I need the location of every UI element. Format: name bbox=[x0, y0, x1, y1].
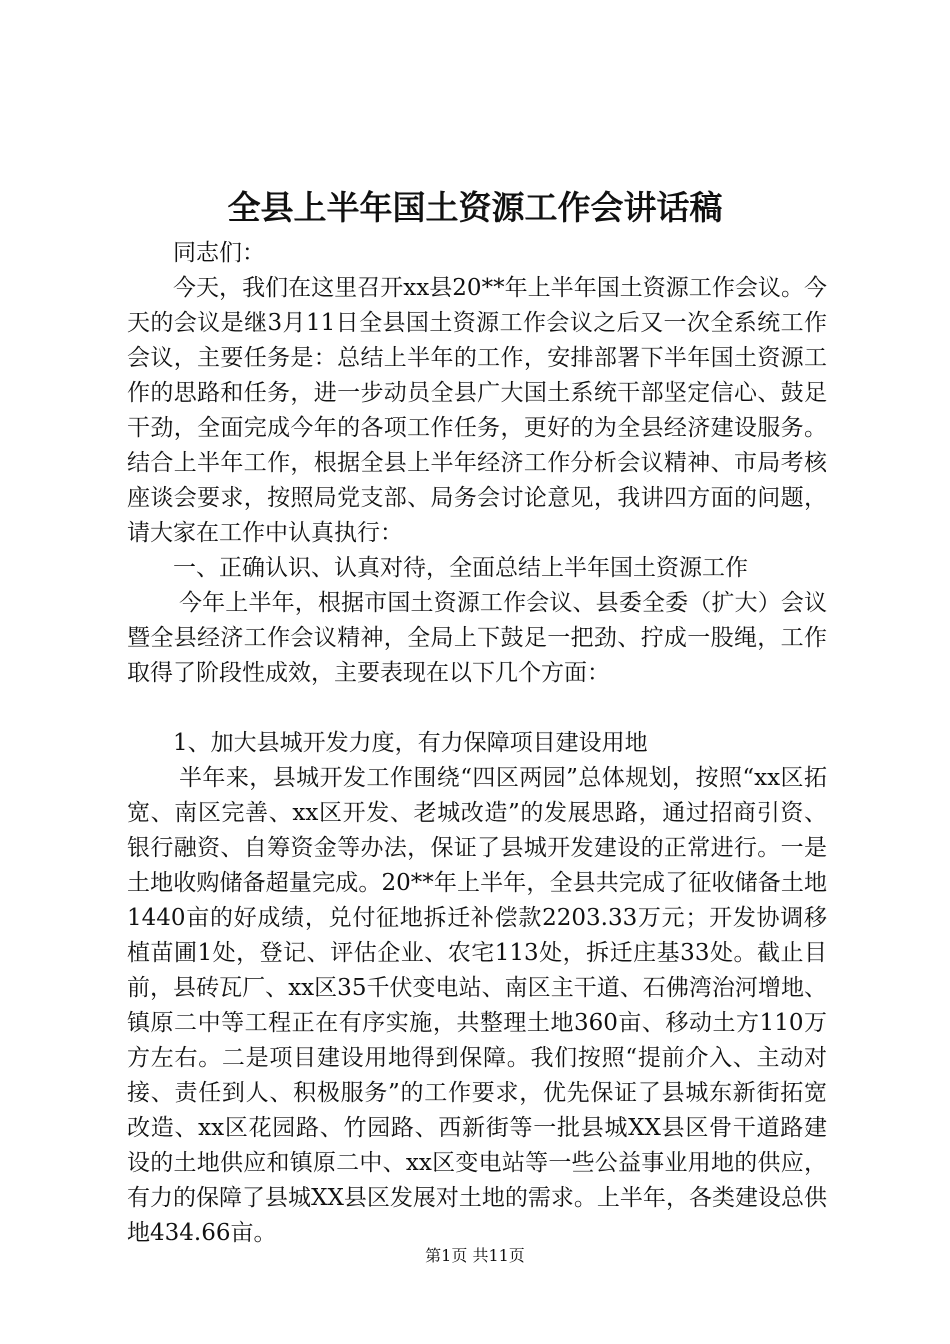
document-body bbox=[127, 236, 827, 1251]
paragraph-intro: 今天，我们在这里召开xx县20**年上半年国土资源工作会议。今天的会议是继3月11日全县国土资源工作会议之后又一次全系统工作会议，主要任务是：总结上半年的工作，安排部署下半年国土资源工作的思路和任务，进一步动员全县广大国土系统干部坚定信心、鼓足干劲，全面完成今年的各项工作任务，更好的为全县经济建设服务。结合上半年工作，根据全县上半年经济工作分析会议精神、市局考核座谈会要求，按照局党支部、局务会讨论意见，我讲四方面的问题，请大家在工作中认真执行： bbox=[127, 275, 827, 546]
salutation: 同志们： bbox=[173, 240, 265, 266]
subsection-heading-1: 1、加大县城开发力度，有力保障项目建设用地 bbox=[173, 730, 648, 756]
paragraph-overview: 今年上半年，根据市国土资源工作会议、县委全委（扩大）会议暨全县经济工作会议精神，全局上下鼓足一把劲、拧成一股绳，工作取得了阶段性成效，主要表现在以下几个方面： bbox=[127, 590, 827, 686]
paragraph-gap bbox=[127, 691, 827, 726]
document-title: 全县上半年国土资源工作会讲话稿 bbox=[227, 188, 723, 227]
section-heading-1: 一、正确认识、认真对待，全面总结上半年国土资源工作 bbox=[173, 555, 748, 581]
paragraph-county-development: 半年来，县城开发工作围绕“四区两园”总体规划，按照“xx区拓宽、南区完善、xx区开发、老城改造”的发展思路，通过招商引资、银行融资、自筹资金等办法，保证了县城开发建设的正常进行。一是土地收购储备超量完成。20**年上半年，全县共完成了征收储备土地1440亩的好成绩，兑付征地拆迁补偿款2203.33万元；开发协调移植苗圃1处，登记、评估企业、农宅113处，拆迁庄基33处。截止目前，县砖瓦厂、xx区35千伏变电站、南区主干道、石佛湾治河增地、镇原二中等工程正在有序实施，共整理土地360亩、移动土方110万方左右。二是项目建设用地得到保障。我们按照“提前介入、主动对接、责任到人、积极服务”的工作要求，优先保证了县城东新街拓宽改造、xx区花园路、竹园路、西新街等一批县城XX县区骨干道路建设的土地供应和镇原二中、xx区变电站等一些公益事业用地的供应，有力的保障了县城XX县区发展对土地的需求。上半年，各类建设总供地434.66亩。 bbox=[127, 765, 827, 1246]
page-footer: 第1页 共11页 bbox=[425, 1246, 525, 1265]
